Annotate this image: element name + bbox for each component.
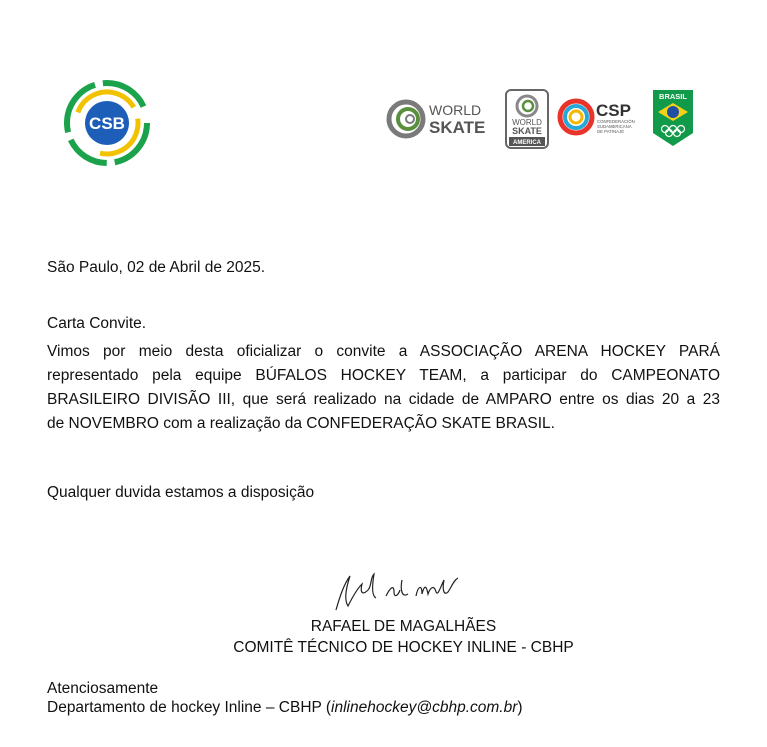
world-skate-line2: SKATE: [429, 118, 486, 137]
world-skate-logo: [386, 98, 496, 140]
csp-line1: CONFEDERACIÓN: [597, 119, 635, 124]
world-skate-line1: WORLD: [429, 102, 482, 118]
body-line: de NOVEMBRO com a realização da CONFEDERAÇÃO SKATE BRASIL.: [47, 415, 555, 432]
contact-email[interactable]: inlinehockey@cbhp.com.br: [331, 699, 518, 716]
wsa-line1: WORLD: [512, 118, 542, 127]
body-line: BRASILEIRO DIVISÃO III, que será realizado na cidade de AMPARO entre os dias 20 a 23: [47, 391, 720, 408]
wsa-line2: SKATE: [512, 126, 542, 136]
closing-note: Qualquer duvida estamos a disposição: [47, 484, 315, 501]
letter-title: Carta Convite.: [47, 315, 147, 332]
brasil-text: BRASIL: [659, 92, 687, 101]
world-skate-america-logo: [505, 89, 549, 149]
csp-line2: SUDAMERICANA: [597, 124, 632, 129]
csp-logo: [556, 94, 642, 142]
regards: Atenciosamente: [47, 680, 159, 697]
letter-body: [47, 340, 720, 436]
wsa-line3: AMERICA: [513, 140, 541, 146]
department-close: ): [517, 699, 523, 716]
csp-line3: DE PATINAJE: [597, 129, 625, 134]
body-line: Vimos por meio desta oficializar o convite a ASSOCIAÇÃO ARENA HOCKEY PARÁ: [47, 343, 720, 360]
department-text: Departamento de hockey Inline – CBHP (: [47, 699, 332, 716]
department-line: [47, 696, 523, 720]
signatory-role: COMITÊ TÉCNICO DE HOCKEY INLINE - CBHP: [233, 639, 574, 656]
csb-logo-text: CSB: [89, 114, 125, 133]
signature: [328, 566, 468, 616]
csb-logo: [62, 78, 152, 168]
csp-acronym: CSP: [596, 101, 631, 120]
signatory-name: RAFAEL DE MAGALHÃES: [310, 618, 497, 635]
brasil-olympic-logo: [652, 89, 694, 147]
place-date: São Paulo, 02 de Abril de 2025.: [47, 259, 266, 276]
body-line: representado pela equipe BÚFALOS HOCKEY TEAM, a participar do CAMPEONATO: [47, 367, 720, 384]
